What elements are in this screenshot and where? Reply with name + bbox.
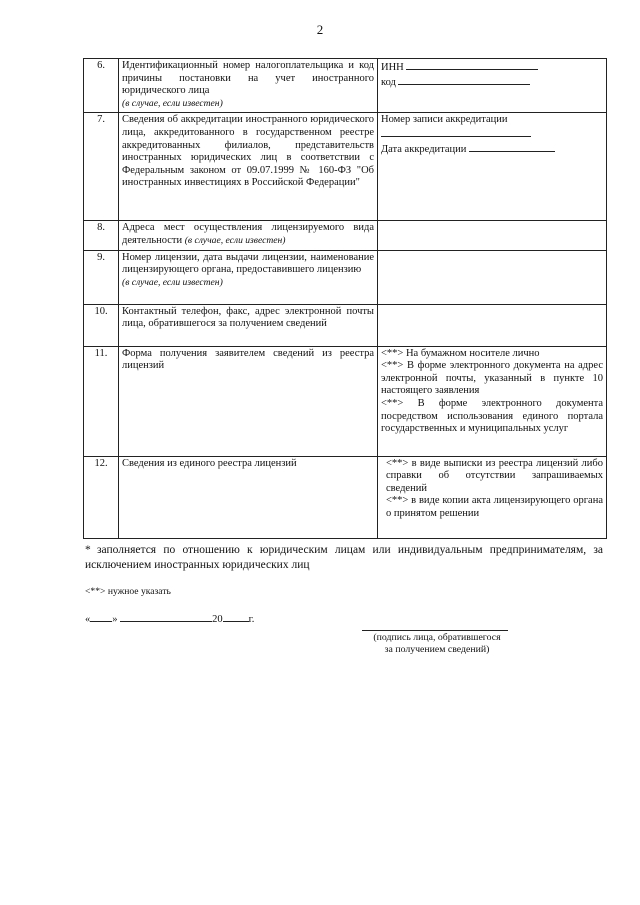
table-row (84, 113, 607, 221)
row-description: Сведения об аккредитации иностранного юридического лица, аккредитованного в государственном реестре аккредитованных филиалов, представительств иностранных юридических лиц в соответствии с Федеральным законом от 09.07.1999 № 160-ФЗ "Об иностранных инвестициях в Российской Федерации" (119, 113, 378, 221)
row-number: 10. (84, 304, 119, 346)
row-description: Адреса мест осуществления лицензируемого вида деятельности (в случае, если известен) (119, 221, 378, 250)
row-value-empty[interactable] (378, 250, 607, 304)
row-description: Форма получения заявителем сведений из реестра лицензий (119, 346, 378, 456)
row-note: (в случае, если известен) (122, 97, 223, 109)
row-number: 7. (84, 113, 119, 221)
row-number: 8. (84, 221, 119, 250)
option-email[interactable]: <**> В форме электронного документа на адрес электронной почты, указанный в пункте 10 настоящего заявления (381, 360, 603, 397)
row-description: Идентификационный номер налогоплательщика и код причины постановки на учет иностранного юридического лица (в случае, если известен) (119, 59, 378, 113)
inn-label: ИНН (381, 62, 404, 73)
year-field[interactable] (223, 612, 249, 622)
row-value-empty[interactable] (378, 304, 607, 346)
footnote (85, 543, 603, 572)
accreditation-date-field[interactable] (469, 142, 555, 152)
row-description: Номер лицензии, дата выдачи лицензии, наименование лицензирующего органа, предоставившего лицензию (в случае, если известен) (119, 250, 378, 304)
row-note: (в случае, если известен) (122, 276, 223, 288)
footnote-text: заполняется по отношению к юридическим лицам или индивидуальным предпринимателям, за исключением иностранных юридических лиц (85, 544, 603, 571)
option-portal[interactable]: <**> В форме электронного документа посредством использования единого портала государственных и муниципальных услуг (381, 397, 603, 435)
option-paper[interactable]: <**> На бумажном носителе лично (381, 347, 540, 359)
accreditation-number-field[interactable] (381, 127, 531, 137)
table-row (84, 59, 607, 113)
page-number: 2 (316, 22, 324, 37)
accreditation-date-label: Дата аккредитации (381, 143, 467, 155)
row-number: 9. (84, 250, 119, 304)
date-line: « » 20 г. (85, 614, 255, 625)
row-number: 6. (84, 59, 119, 113)
application-table (83, 58, 607, 539)
year-prefix: 20 (212, 614, 223, 625)
row-value (378, 346, 607, 456)
kpp-label: код (381, 76, 396, 88)
table-row (84, 346, 607, 456)
row-value (378, 59, 607, 113)
row-description: Сведения из единого реестра лицензий (119, 456, 378, 538)
table-row (84, 221, 607, 250)
table-row (84, 456, 607, 538)
option-extract[interactable]: <**> в виде выписки из реестра лицензий либо справки об отсутствии запрашиваемых сведений (386, 457, 603, 494)
row-number: 11. (84, 346, 119, 456)
row-value (378, 456, 607, 538)
row-value (378, 113, 607, 221)
row-note: (в случае, если известен) (184, 234, 286, 246)
row-description: Контактный телефон, факс, адрес электронной почты лица, обратившегося за получением сведений (119, 304, 378, 346)
row-number: 12. (84, 456, 119, 538)
table-row (84, 250, 607, 304)
day-field[interactable] (90, 612, 112, 622)
kpp-field[interactable] (398, 75, 530, 85)
footnote-star: * (85, 544, 91, 556)
month-field[interactable] (120, 612, 212, 622)
inn-field[interactable] (406, 60, 538, 70)
signature-field[interactable] (362, 630, 508, 631)
accreditation-number-label: Номер записи аккредитации (381, 114, 508, 126)
table-row (84, 304, 607, 346)
signature-caption: (подпись лица, обратившегося за получением сведений) (373, 632, 501, 655)
row-value-empty[interactable] (378, 221, 607, 250)
note-specify: <**> нужное указать (85, 586, 171, 597)
option-act-copy[interactable]: <**> в виде копии акта лицензирующего органа о принятом решении (386, 495, 603, 519)
